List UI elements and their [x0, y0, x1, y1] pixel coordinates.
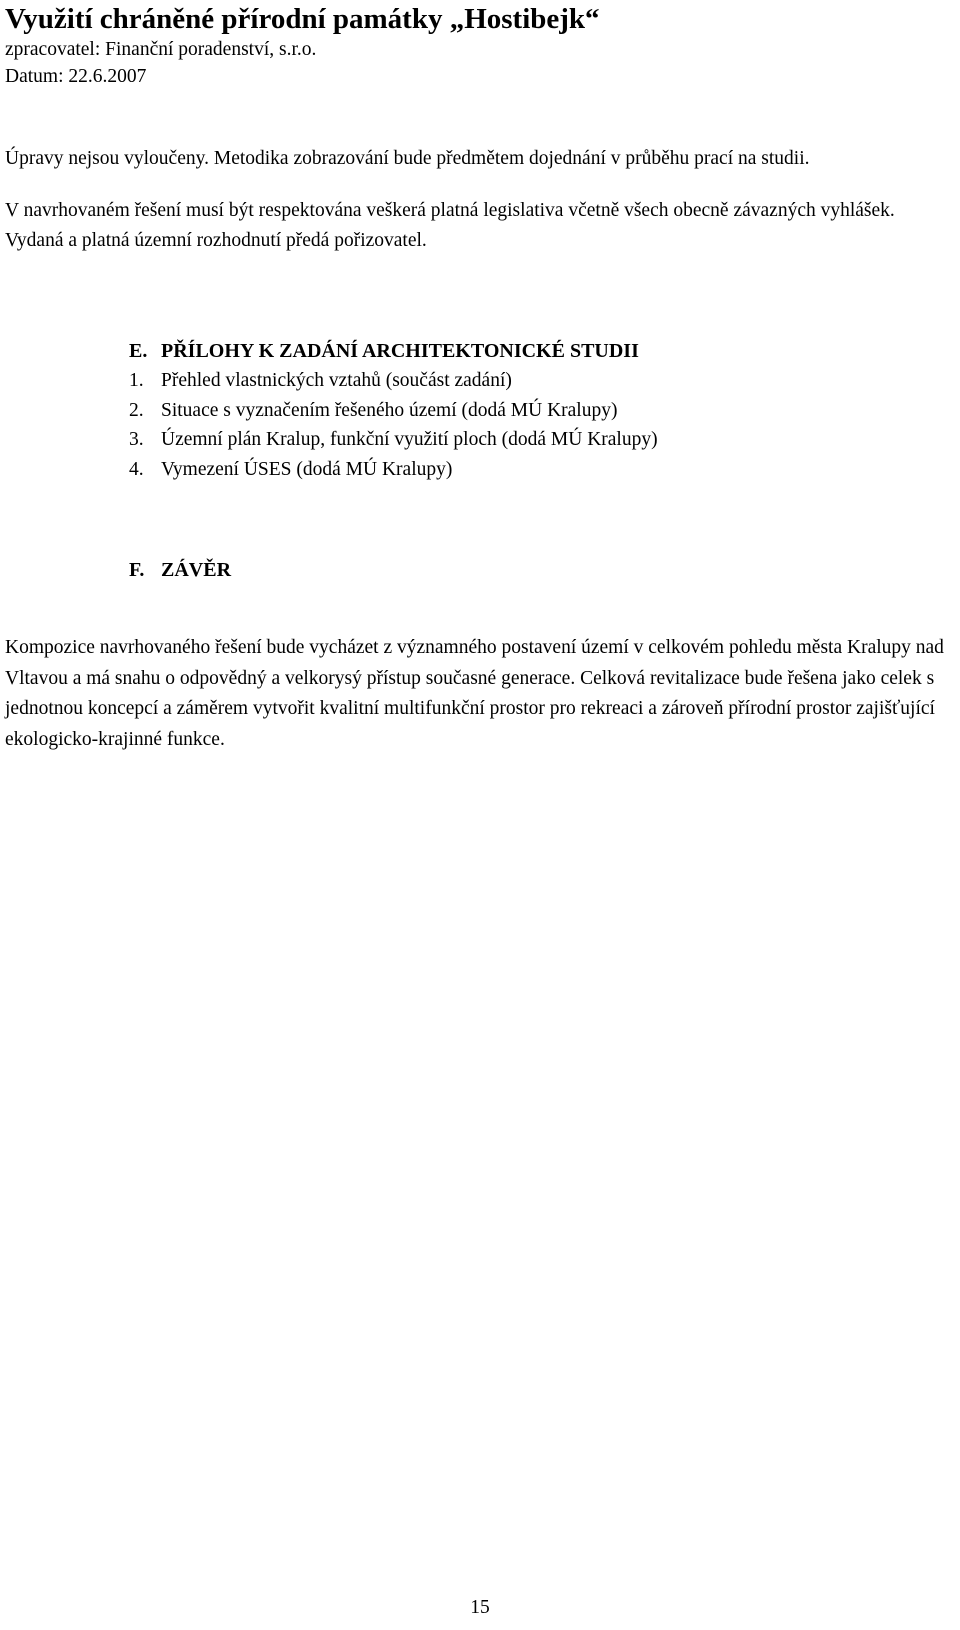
legislation-paragraph: V navrhovaném řešení musí být respektována veškerá platná legislativa včetně všech obecně závazných vyhlášek. Vydaná a platná územní rozhodnutí předá pořizovatel.	[5, 200, 895, 251]
section-f-letter: F.	[129, 559, 145, 581]
conclusion-paragraph: Kompozice navrhovaného řešení bude vycházet z významného postavení území v celkovém pohledu města Kralupy nad Vltavou a má snahu o odpovědný a velkorysý přístup současné generace. Celková revitalizace bude řešena jako celek s jednotnou koncepcí a záměrem vytvořit kvalitní multifunkční prostor pro rekreaci a zároveň přírodní prostor zajišťující ekologicko-krajinné funkce.	[5, 637, 944, 750]
section-e-letter: E.	[129, 340, 148, 362]
list-item	[129, 396, 955, 426]
list-item	[129, 425, 955, 455]
document-page	[5, 0, 955, 755]
list-item-number: 1.	[129, 370, 144, 391]
section-f-heading	[129, 555, 955, 585]
list-item-number: 2.	[129, 399, 144, 421]
section-e-title: PŘÍLOHY K ZADÁNÍ ARCHITEKTONICKÉ STUDII	[161, 340, 639, 362]
list-item-text: Přehled vlastnických vztahů (součást zadání)	[161, 370, 512, 391]
attachments-list	[129, 366, 955, 484]
list-item	[129, 455, 955, 485]
intro-paragraph: Úpravy nejsou vyloučeny. Metodika zobrazování bude předmětem dojednání v průběhu prací na studii.	[5, 148, 810, 169]
document-title: Využití chráněné přírodní památky „Hostibejk“	[5, 3, 600, 35]
section-f	[5, 555, 955, 585]
list-item-text: Územní plán Kralup, funkční využití ploch (dodá MÚ Kralupy)	[161, 429, 658, 450]
list-item-text: Situace s vyznačením řešeného území (dodá MÚ Kralupy)	[161, 399, 618, 421]
date-line: Datum: 22.6.2007	[5, 66, 147, 87]
document-header	[5, 2, 955, 90]
section-e	[5, 336, 955, 484]
list-item-number: 3.	[129, 429, 144, 450]
list-item	[129, 366, 955, 396]
list-item-number: 4.	[129, 458, 144, 480]
section-e-heading	[129, 336, 955, 366]
section-f-title: ZÁVĚR	[161, 559, 232, 581]
page-number: 15	[470, 1597, 490, 1618]
list-item-text: Vymezení ÚSES (dodá MÚ Kralupy)	[161, 458, 453, 480]
author-line: zpracovatel: Finanční poradenství, s.r.o.	[5, 39, 317, 60]
